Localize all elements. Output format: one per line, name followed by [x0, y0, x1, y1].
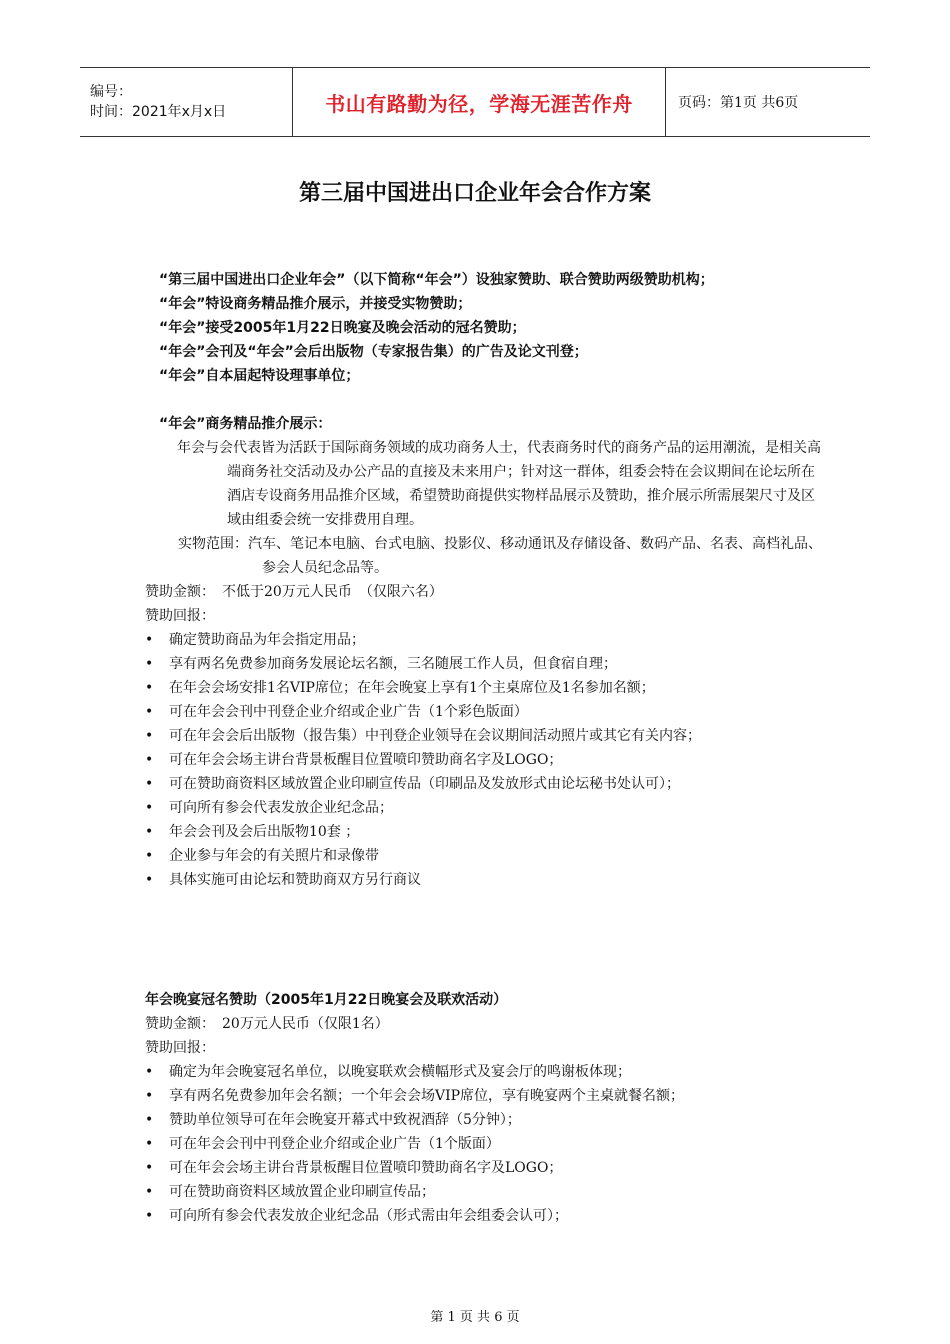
- section1-scope: 实物范围：汽车、笔记本电脑、台式电脑、投影仪、移动通讯及存储设备、数码产品、名表、高档礼品、参会人员纪念品等。: [178, 536, 822, 576]
- section1-amount: 赞助金额： 不低于20万元人民币 （仅限六名）: [145, 584, 443, 600]
- intro-line: “年会”特设商务精品推介展示，并接受实物赞助；: [159, 296, 472, 312]
- section2: [145, 988, 845, 1228]
- date-label: 时间：2021年x月x日: [90, 104, 227, 120]
- list-item: • 可在年会会场主讲台背景板醒目位置喷印赞助商名字及LOGO；: [145, 1156, 845, 1180]
- list-item: • 可在赞助商资料区域放置企业印刷宣传品（印刷品及发放形式由论坛秘书处认可）；: [145, 772, 825, 796]
- list-item: • 年会会刊及会后出版物10套 ；: [145, 820, 825, 844]
- list-item: • 企业参与年会的有关照片和录像带: [145, 844, 825, 868]
- list-item: • 可向所有参会代表发放企业纪念品（形式需由年会组委会认可）；: [145, 1204, 845, 1228]
- intro-line: “年会”接受2005年1月22日晚宴及晚会活动的冠名赞助；: [159, 320, 526, 336]
- list-item: • 可在年会会后出版物（报告集）中刊登企业领导在会议期间活动照片或其它有关内容；: [145, 724, 825, 748]
- intro-list: [145, 268, 825, 388]
- page-footer: 第 1 页 共 6 页: [430, 1310, 520, 1325]
- section2-returns-list: [145, 1060, 845, 1228]
- list-item: • 可在年会会刊中刊登企业介绍或企业广告（1个版面）: [145, 1132, 845, 1156]
- list-item: • 可在赞助商资料区域放置企业印刷宣传品；: [145, 1180, 845, 1204]
- list-item: • 在年会会场安排1名VIP席位；在年会晚宴上享有1个主桌席位及1名参加名额；: [145, 676, 825, 700]
- list-item: • 确定赞助商品为年会指定用品；: [145, 628, 825, 652]
- list-item: • 享有两名免费参加年会名额；一个年会会场VIP席位，享有晚宴两个主桌就餐名额；: [145, 1084, 845, 1108]
- list-item: • 具体实施可由论坛和赞助商双方另行商议: [145, 868, 825, 892]
- number-label: 编号：: [90, 84, 132, 100]
- section2-heading: 年会晚宴冠名赞助（2005年1月22日晚宴会及联欢活动）: [145, 992, 508, 1008]
- list-item: • 赞助单位领导可在年会晚宴开幕式中致祝酒辞（5分钟）；: [145, 1108, 845, 1132]
- list-item: • 可在年会会刊中刊登企业介绍或企业广告（1个彩色版面）: [145, 700, 825, 724]
- list-item: • 享有两名免费参加商务发展论坛名额，三名随展工作人员，但食宿自理；: [145, 652, 825, 676]
- list-item: • 可在年会会场主讲台背景板醒目位置喷印赞助商名字及LOGO；: [145, 748, 825, 772]
- list-item: • 可向所有参会代表发放企业纪念品；: [145, 796, 825, 820]
- section1-returns-label: 赞助回报：: [145, 608, 215, 624]
- section1-heading: “年会”商务精品推介展示：: [159, 416, 332, 432]
- section2-returns-label: 赞助回报：: [145, 1040, 215, 1056]
- document-title: 第三届中国进出口企业年会合作方案: [298, 181, 651, 206]
- intro-line: “第三届中国进出口企业年会”（以下简称“年会”）设独家赞助、联合赞助两级赞助机构；: [159, 272, 714, 288]
- main-content: [145, 268, 825, 892]
- intro-line: “年会”自本届起特设理事单位；: [159, 368, 360, 384]
- section1-description: 年会与会代表皆为活跃于国际商务领域的成功商务人士，代表商务时代的商务产品的运用潮流，是相关高端商务社交活动及办公产品的直接及未来用户；针对这一群体，组委会特在会议期间在论坛所在酒店专设商务用品推介区域，希望赞助商提供实物样品展示及赞助，推介展示所需展架尺寸及区域由组委会统一安排费用自理。: [177, 440, 821, 528]
- header-page-info: 页码：第1页 共6页: [678, 95, 799, 111]
- section2-amount: 赞助金额： 20万元人民币（仅限1名）: [145, 1016, 389, 1032]
- list-item: • 确定为年会晚宴冠名单位，以晚宴联欢会横幅形式及宴会厅的鸣谢板体现；: [145, 1060, 845, 1084]
- header-motto: [293, 68, 666, 136]
- intro-line: “年会”会刊及“年会”会后出版物（专家报告集）的广告及论文刊登；: [159, 344, 588, 360]
- motto-text: 书山有路勤为径，学海无涯苦作舟: [325, 91, 633, 116]
- page-header: [80, 67, 870, 137]
- header-meta: [80, 68, 293, 136]
- section1-returns-list: [145, 628, 825, 892]
